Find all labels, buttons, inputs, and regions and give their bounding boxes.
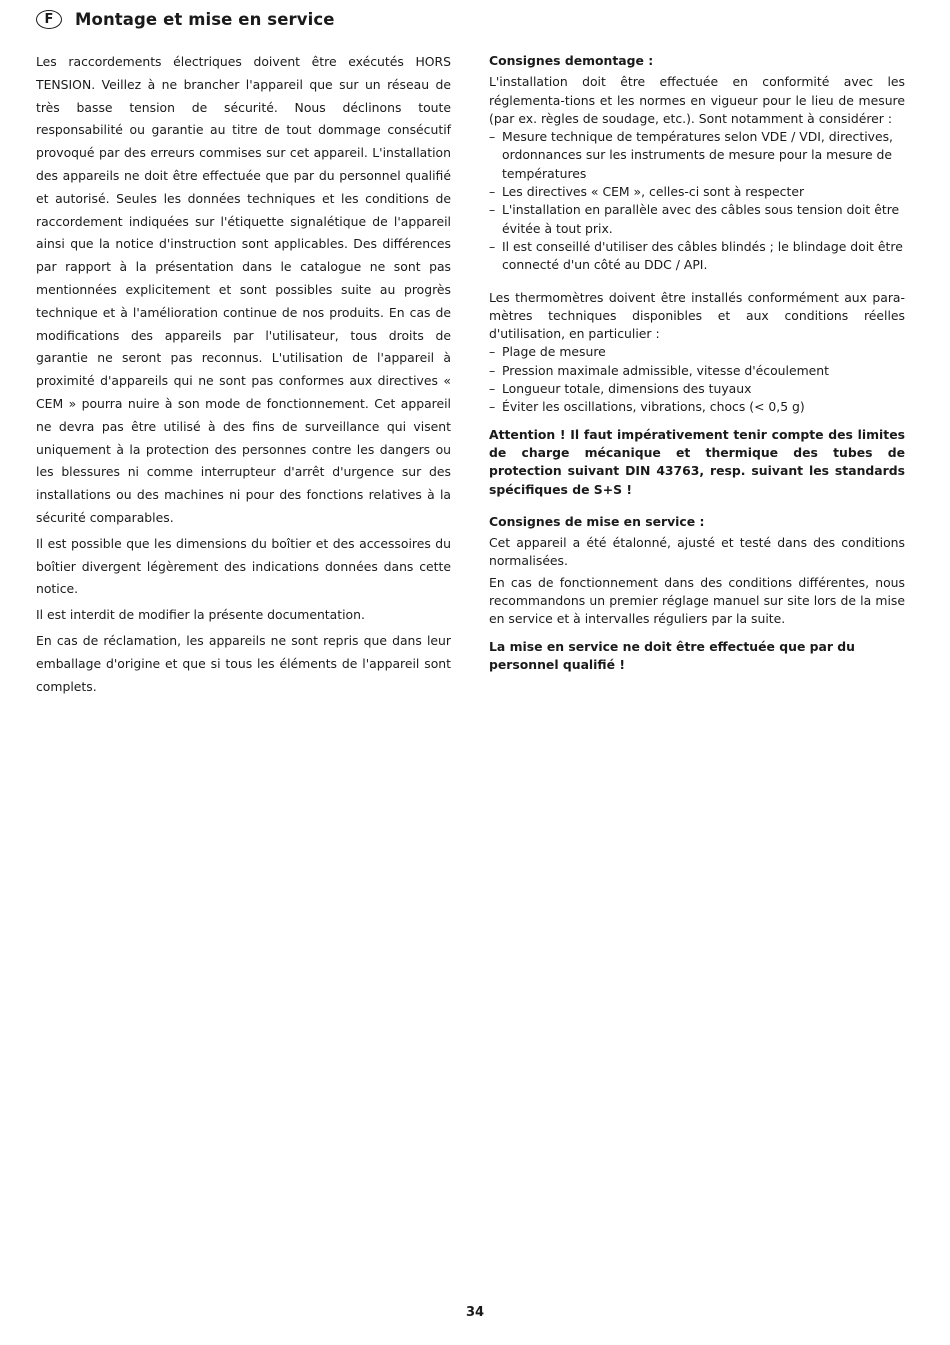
page-header: [36, 10, 335, 29]
list-item: – Éviter les oscillations, vibrations, chocs (< 0,5 g): [489, 398, 905, 416]
dismount-list: [489, 128, 905, 274]
thermometer-intro: Les thermomètres doivent être installés conformément aux para-mètres techniques disponibles et aux conditions réelles d'utilisation, en particulier :: [489, 289, 905, 342]
commissioning-paragraph-2: En cas de fonctionnement dans des conditions différentes, nous recommandons un premier réglage manuel sur site lors de la mise en service et à intervalles réguliers par la suite.: [489, 574, 905, 627]
commissioning-final-notice: La mise en service ne doit être effectuée que par du personnel qualifié !: [489, 638, 856, 672]
dismount-heading: Consignes demontage :: [489, 53, 654, 68]
dismount-intro: L'installation doit être effectuée en conformité avec les réglementa-tions et les normes en vigueur pour le lieu de mesure (par ex. règles de soudage, etc.). Sont notamment à considérer :: [489, 74, 905, 126]
housing-dimensions-paragraph: Il est possible que les dimensions du boîtier et des accessoires du boîtier divergent légèrement des indications données dans cette notice.: [36, 535, 451, 597]
commissioning-heading: Consignes de mise en service :: [489, 513, 705, 529]
list-item: – Mesure technique de températures selon VDE / VDI, directives, ordonnances sur les instruments de mesure pour la mesure de températures: [489, 128, 905, 183]
list-item: – Longueur totale, dimensions des tuyaux: [489, 380, 905, 398]
complaint-paragraph: En cas de réclamation, les appareils ne sont repris que dans leur emballage d'origine et que si tous les éléments de l'appareil sont complets.: [36, 632, 451, 694]
list-item: – Les directives « CEM », celles-ci sont à respecter: [489, 183, 905, 201]
list-item: – Plage de mesure: [489, 343, 905, 361]
electrical-connection-paragraph: Les raccordements électriques doivent être exécutés HORS TENSION. Veillez à ne brancher l'appareil que sur un réseau de très basse tension de sécurité. Nous déclinons toute responsabilité ou garantie au titre de tout dommage consécutif provoqué par des erreurs commises sur cet appareil. L'installation des appareils ne doit être effectuée que par du personnel qualifié et autorisé. Seules les données techniques et les conditions de raccordement indiquées sur l'étiquette signalétique de l'appareil ainsi que la notice d'instruction sont applicables. Des différences par rapport à la présentation dans le catalogue ne sont pas mentionnées explicitement et sont possibles suite au progrès technique et à l'amélioration continue de nos produits. En cas de modifications des appareils par l'utilisateur, tous droits de garantie ne seront pas reconnus. L'utilisation de l'appareil à proximité d'appareils qui ne sont pas conformes aux directives « CEM » pourra nuire à son mode de fonctionnement. Cet appareil ne devra pas être utilisé à des fins de surveillance qui visent uniquement à la protection des personnes contre les dangers ou les blessures ni comme interrupteur d'arrêt d'urgence sur des installations ou des machines ni pour des fonctions relatives à la sécurité comparables.: [36, 54, 451, 525]
page-number: 34: [465, 1305, 485, 1320]
list-item: – Il est conseillé d'utiliser des câbles blindés ; le blindage doit être connecté d'un côté au DDC / API.: [489, 238, 905, 275]
right-column: [489, 52, 905, 674]
commissioning-paragraph-1: Cet appareil a été étalonné, ajusté et testé dans des conditions normalisées.: [489, 535, 905, 569]
list-item: – L'installation en parallèle avec des câbles sous tension doit être évitée à tout prix.: [489, 201, 905, 238]
language-badge: F: [36, 10, 62, 29]
documentation-notice-paragraph: Il est interdit de modifier la présente documentation.: [36, 607, 365, 623]
list-item: – Pression maximale admissible, vitesse d'écoulement: [489, 362, 905, 380]
attention-notice: Attention ! Il faut impérativement tenir compte des limites de charge mécanique et thermique des tubes de protection suivant DIN 43763, resp. suivant les standards spécifiques de S+S !: [489, 426, 905, 497]
left-column: [36, 51, 451, 701]
page-title: Montage et mise en service: [75, 10, 335, 29]
thermometer-list: [489, 343, 905, 416]
